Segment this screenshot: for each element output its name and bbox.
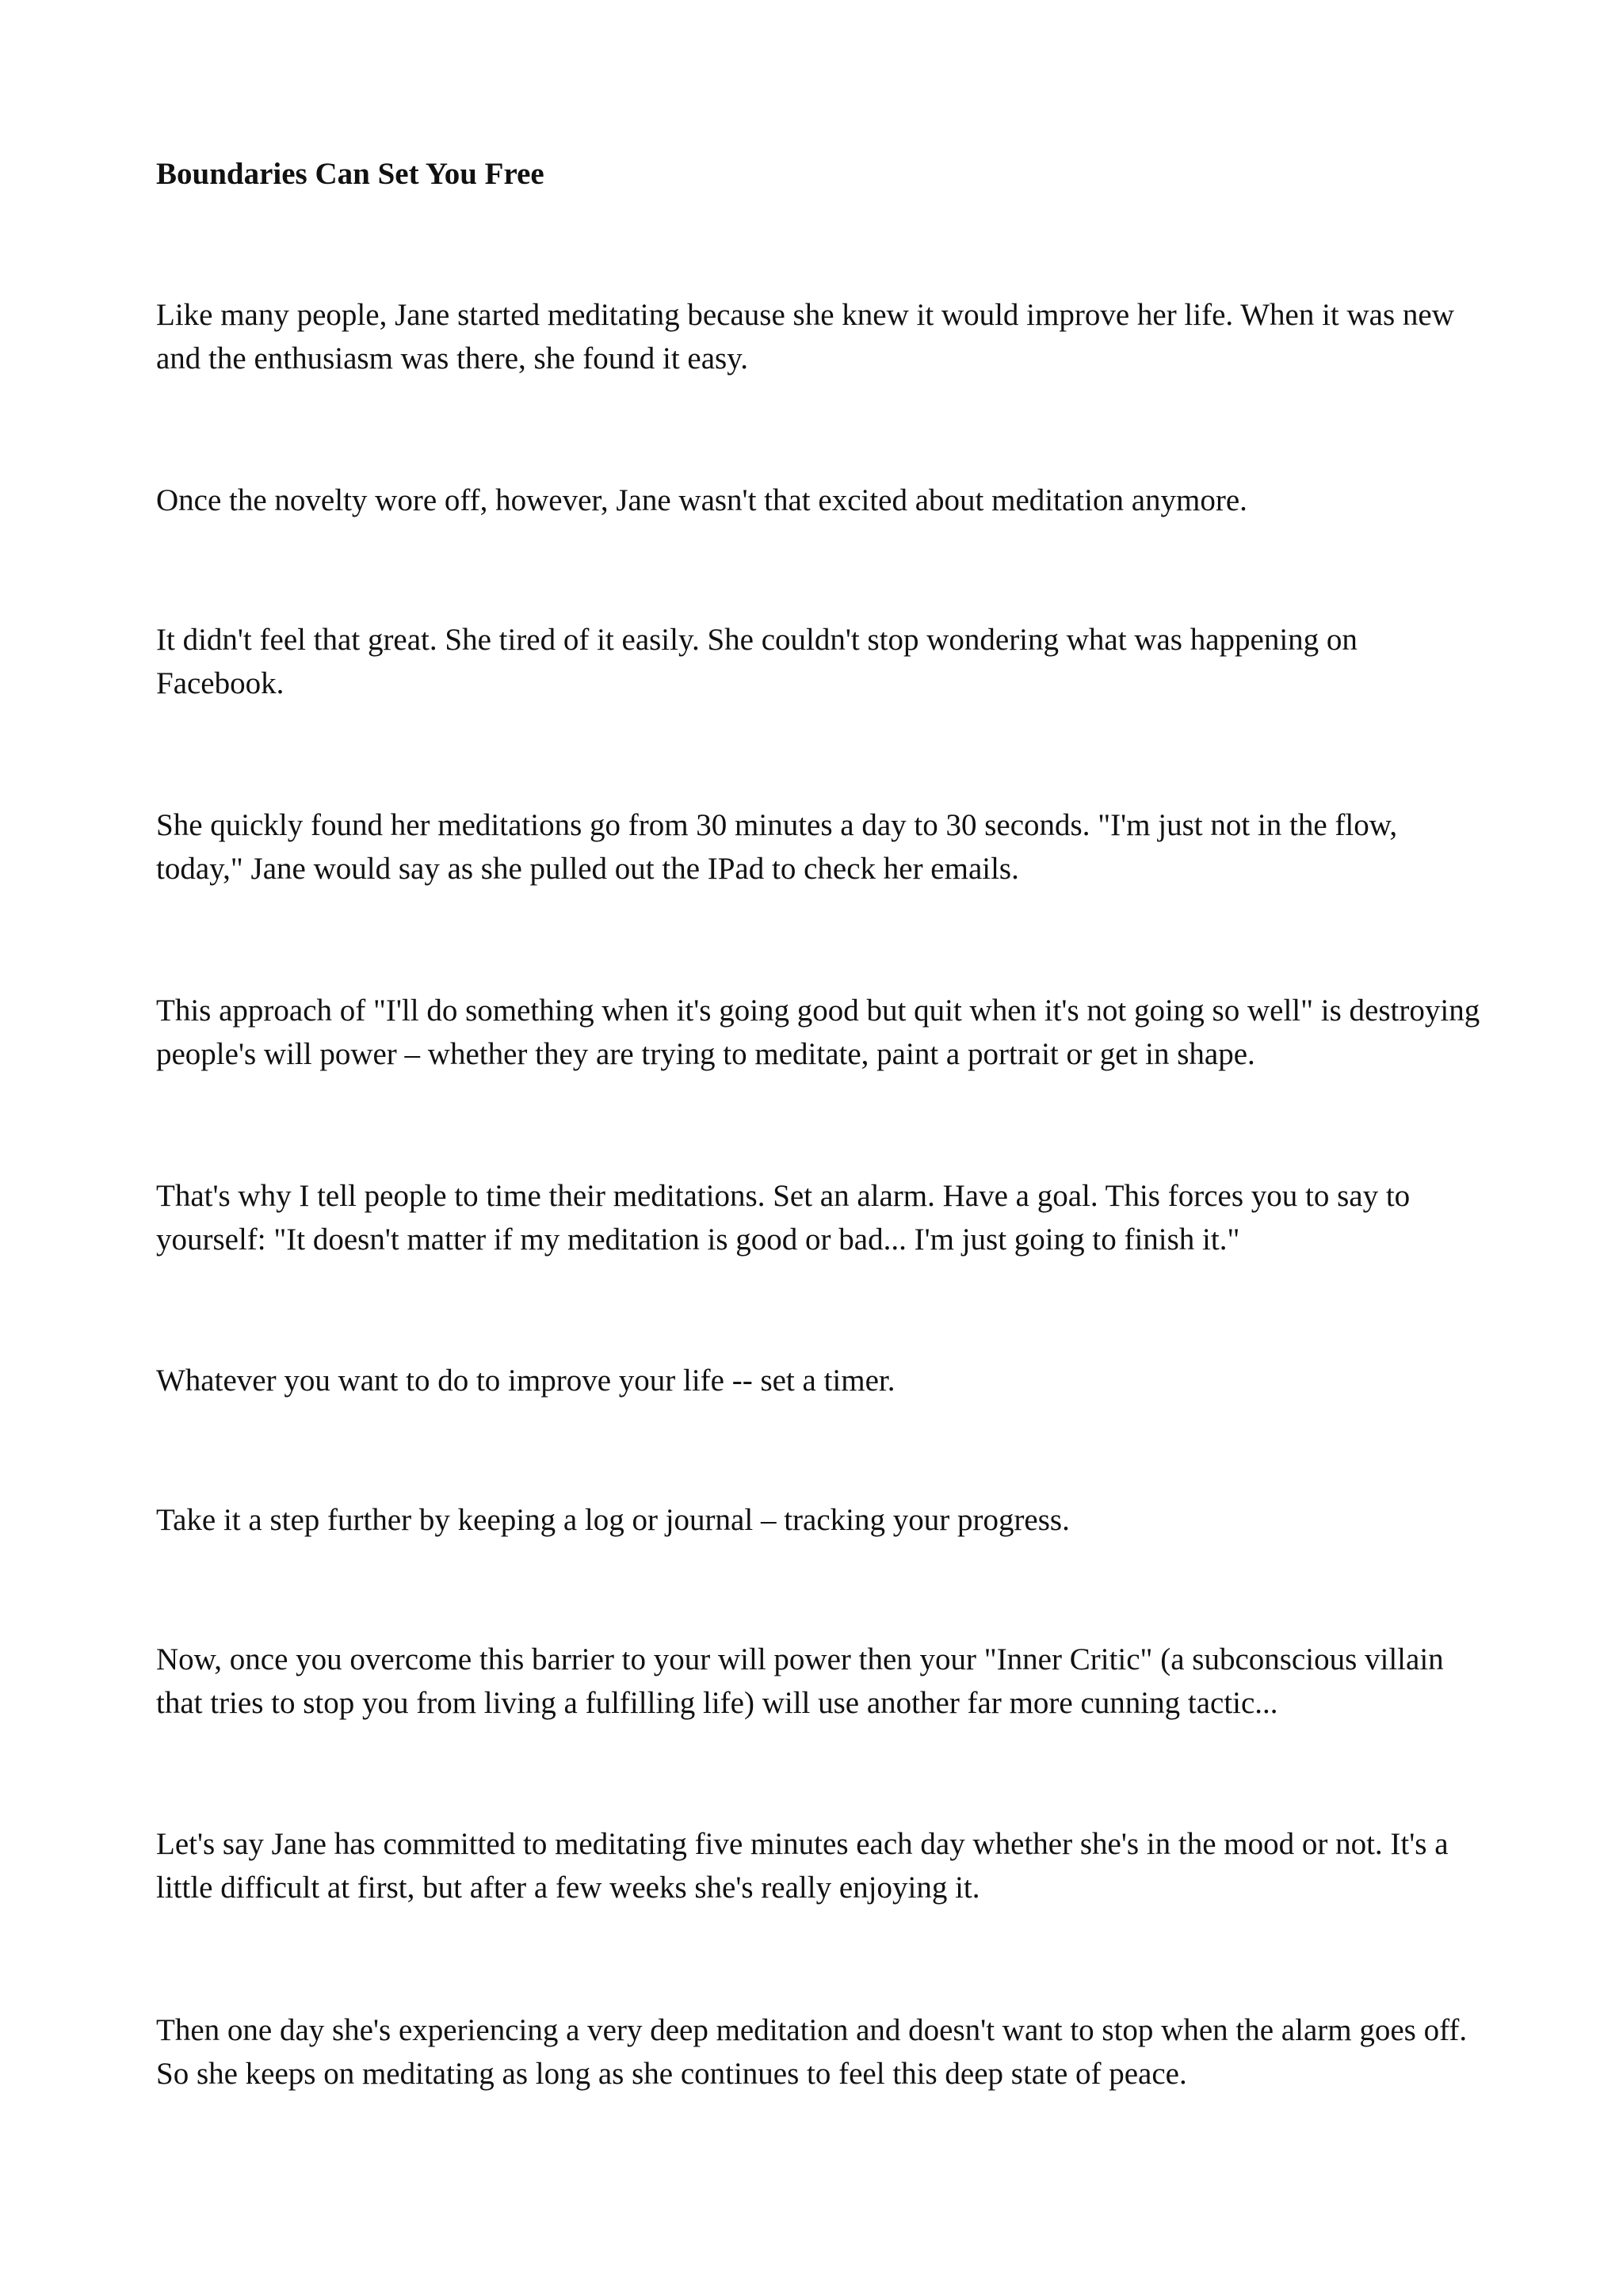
paragraph: Whatever you want to do to improve your life -- set a timer.	[156, 1363, 896, 1398]
paragraph: Once the novelty wore off, however, Jane wasn't that excited about meditation anymore.	[156, 483, 1247, 517]
paragraph: This approach of "I'll do something when it's going good but quit when it's not going so well" is destroying people's will power – whether they are trying to meditate, paint a portrait or get in shape.	[156, 994, 1480, 1071]
paragraph: Now, once you overcome this barrier to your will power then your "Inner Critic" (a subconscious villain that tries to stop you from living a fulfilling life) will use another far more cunning tactic...	[156, 1642, 1444, 1720]
paragraph: It didn't feel that great. She tired of it easily. She couldn't stop wondering what was happening on Facebook.	[156, 623, 1358, 700]
paragraph: That's why I tell people to time their meditations. Set an alarm. Have a goal. This forces you to say to yourself: "It doesn't matter if my meditation is good or bad... I'm just going to finish it."	[156, 1179, 1411, 1257]
document-title: Boundaries Can Set You Free	[156, 157, 544, 191]
paragraph: She quickly found her meditations go from 30 minutes a day to 30 seconds. "I'm just not in the flow, today," Jane would say as she pulled out the IPad to check her emails.	[156, 808, 1398, 886]
paragraph: Take it a step further by keeping a log or journal – tracking your progress.	[156, 1503, 1070, 1537]
paragraph: Let's say Jane has committed to meditating five minutes each day whether she's in the mood or not. It's a little difficult at first, but after a few weeks she's really enjoying it.	[156, 1827, 1449, 1905]
paragraph: Then one day she's experiencing a very deep meditation and doesn't want to stop when the alarm goes off. So she keeps on meditating as long as she continues to feel this deep state of peace.	[156, 2013, 1468, 2091]
paragraph: Like many people, Jane started meditating because she knew it would improve her life. When it was new and the enthusiasm was there, she found it easy.	[156, 298, 1454, 376]
